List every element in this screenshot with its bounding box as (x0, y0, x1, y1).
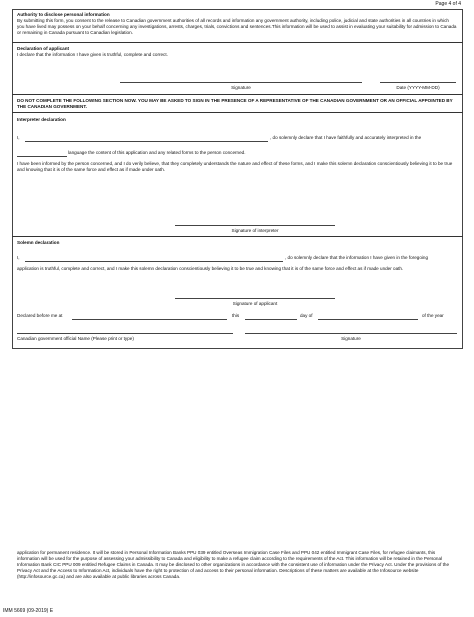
interpreter-line1-text: , do solemnly declare that I have faithfully and accurately interpreted in the (270, 135, 422, 140)
signature-caption: Signature (231, 85, 251, 90)
privacy-notice: application for permanent residence. It will be stored in Personal Information Banks PPU 039 entitled Overseas Immigration Case Files and PPU 042 entitled Immigrant Case Files, for refugee claimants, this information will be used for the purpose of assessing your admissibility to Canada and eligibility to make a refugee claim according to the requirements of the Act. This information will be retained in the Personal Information Bank CIC PPU 009 entitled Refugee Claims in Canada. It may be disclosed to other organizations in accordance with the consistent use of information under the Privacy Act. Under the provisions of the Privacy Act and the Access to Information Act, individuals have the right to protection of and access to their personal information. Descriptions of these matters are available at the Infosource website (http://infosource.gc.ca) and are also available at public libraries across Canada. (17, 550, 450, 579)
applicant-signature-line[interactable] (120, 82, 362, 83)
interpreter-title: Interpreter declaration (17, 117, 66, 122)
official-name-caption: Canadian government official Name (Please print or type) (17, 336, 134, 341)
solemn-i-label: I, (17, 255, 20, 260)
applicant-name-line[interactable] (25, 261, 283, 262)
declaration-body: I declare that the information I have given is truthful, complete and correct. (17, 52, 168, 57)
interpreter-signature-caption: Signature of interpreter (231, 228, 279, 233)
declared-place-line[interactable] (72, 319, 227, 320)
year-label: of the year (422, 313, 444, 318)
day-line[interactable] (245, 319, 297, 320)
authority-body: By submitting this form, you consent to the release to Canadian government authorities of all records and information any government authority, including police, judicial and state authorities in all countries in which you have lived may possess on your behalf concerning any investigations, arrests, charges, trials, convictions and sentences.This information will be used to assist in evaluating your suitability for admission to Canada or remaining in Canada pursuant to Canadian legislation. (17, 18, 457, 35)
form-code: IMM 5669 (09-2019) E (3, 608, 54, 614)
interpreter-signature-line[interactable] (175, 225, 335, 226)
authority-title: Authority to disclose personal information (17, 12, 110, 17)
divider (12, 94, 463, 95)
day-of-label: day of (300, 313, 313, 318)
language-line[interactable] (17, 156, 67, 157)
date-line[interactable] (380, 82, 456, 83)
do-not-complete-notice: DO NOT COMPLETE THE FOLLOWING SECTION NOW. YOU MAY BE ASKED TO SIGN IN THE PRESENCE OF A REPRESENTATIVE OF THE CANADIAN GOVERNMENT OR AN OFFICIAL APPOINTED BY THE CANADIAN GOVERNMENT. (17, 98, 453, 109)
month-line[interactable] (318, 319, 418, 320)
declared-before-label: Declared before me at (17, 313, 63, 318)
interpreter-line2-text: language the content of this application and any related forms to the person concerned. (68, 150, 246, 155)
divider (12, 42, 463, 43)
official-signature-caption: Signature (341, 336, 361, 341)
page-number: Page 4 of 4 (435, 1, 461, 7)
this-label: this (232, 313, 240, 318)
date-caption: Date (YYYY-MM-DD) (396, 85, 440, 90)
solemn-line1-text: , do solemnly declare that the information I have given in the foregoing (285, 255, 429, 260)
interpreter-name-line[interactable] (25, 141, 268, 142)
official-signature-line[interactable] (245, 333, 457, 334)
solemn-applicant-signature-line[interactable] (175, 298, 335, 299)
declaration-title: Declaration of applicant (17, 46, 70, 51)
divider (12, 112, 463, 113)
interpreter-body: I have been informed by the person concerned, and I do verily believe, that they completely understands the nature and effect of these forms, and I make this solemn declaration conscientiously believing it to be true and knowing that it is of the same force and effect as if made under oath. (17, 161, 453, 172)
applicant-signature-caption: Signature of applicant (232, 301, 278, 306)
solemn-title: Solemn declaration (17, 240, 60, 245)
interpreter-i-label: I, (17, 135, 20, 140)
solemn-body: application is truthful, complete and correct, and I make this solemn declaration conscientiously believing it to be true and knowing that it is of the same force and effect as if made under oath. (17, 266, 404, 271)
official-name-line[interactable] (17, 333, 233, 334)
divider (12, 236, 463, 237)
